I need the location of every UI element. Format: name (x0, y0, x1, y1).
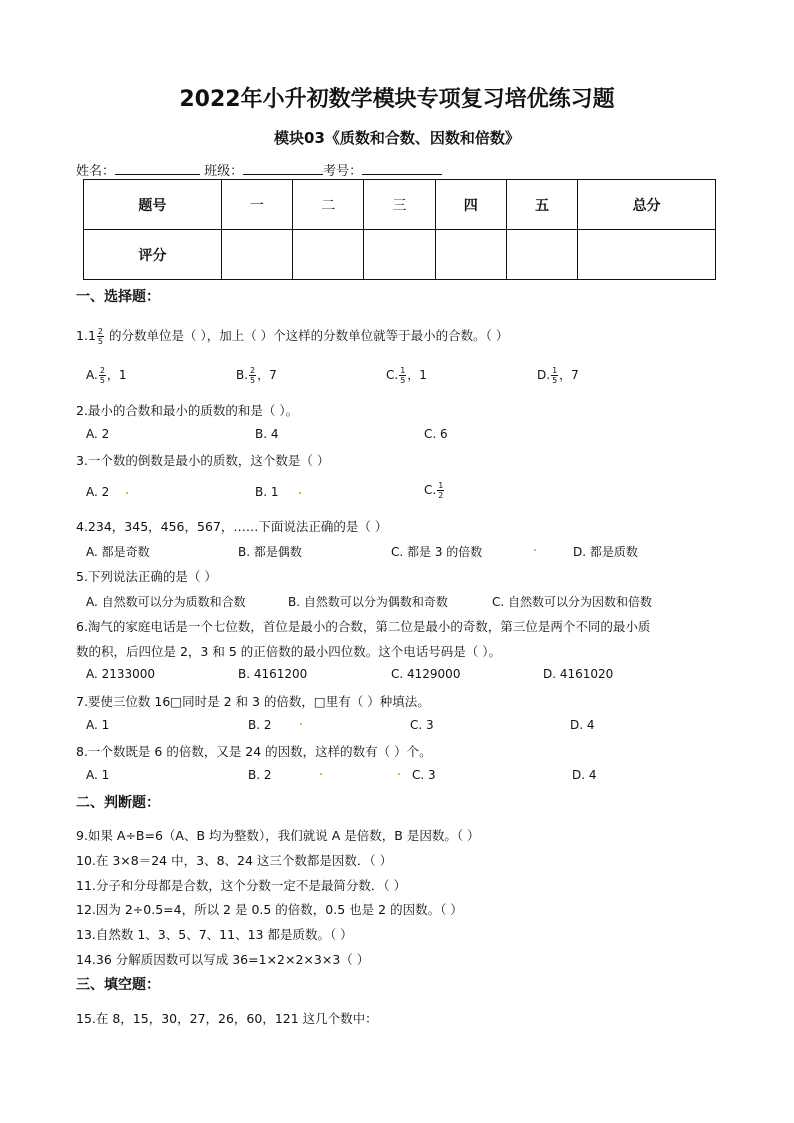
section-heading: 三、填空题： (76, 977, 160, 993)
score-header-cell: 二 (293, 180, 364, 230)
question-8: 8.一个数既是 6 的倍数，又是 24 的因数，这样的数有（ ）个。 (76, 744, 432, 759)
judge-item: 13.自然数 1、3、5、7、11、13 都是质数。（ ） (76, 927, 353, 942)
q5-option-c[interactable]: C. 自然数可以分为因数和倍数 (492, 595, 653, 609)
score-cell[interactable] (435, 230, 506, 280)
q1-fraction (97, 327, 104, 346)
q8-option-c[interactable]: C. 3 (412, 768, 436, 782)
score-header-cell: 五 (506, 180, 577, 230)
score-header-cell: 总分 (578, 180, 716, 230)
score-header-row (84, 180, 716, 230)
q1-option-b[interactable]: B. $\frac{2}{5}$ ，7 (236, 366, 277, 385)
judge-item: 9.如果 A÷B=6（A、B 均为整数），我们就说 A 是倍数，B 是因数。（ ） (76, 828, 480, 843)
q1-frac-den: 5 (97, 337, 103, 346)
judge-item: 10.在 3×8＝24 中，3、8、24 这三个数都是因数．（ ） (76, 853, 393, 868)
score-header-cell: 一 (221, 180, 292, 230)
question-2: 2.最小的合数和最小的质数的和是（ ）。 (76, 403, 299, 418)
q1-option-d[interactable]: D. $\frac{1}{5}$ ，7 (537, 366, 579, 385)
exam-blank (362, 162, 442, 175)
class-label: 班级： (204, 164, 244, 179)
q5-option-a[interactable]: A. 自然数可以分为质数和合数 (86, 595, 246, 609)
q3-option-b[interactable]: B. 1 (255, 485, 279, 499)
q1-whole: 1 (87, 328, 96, 343)
question-7: 7.要使三位数 16□同时是 2 和 3 的倍数，□里有（ ）种填法。 (76, 694, 430, 709)
judge-item: 11.分子和分母都是合数，这个分数一定不是最简分数．（ ） (76, 878, 407, 893)
q2-option-a[interactable]: A. 2 (86, 427, 110, 441)
score-cell[interactable] (364, 230, 435, 280)
q2-option-b[interactable]: B. 4 (255, 427, 279, 441)
q7-option-d[interactable]: D. 4 (570, 718, 595, 732)
score-header-cell: 四 (435, 180, 506, 230)
q2-option-c[interactable]: C. 6 (424, 427, 448, 441)
q7-option-b[interactable]: B. 2 (248, 718, 272, 732)
score-cell[interactable] (293, 230, 364, 280)
question-1 (76, 326, 508, 346)
question-4: 4.234，345，456，567，……下面说法正确的是（ ） (76, 519, 388, 534)
student-info-line (76, 160, 442, 179)
name-blank (115, 162, 200, 175)
q6-option-d[interactable]: D. 4161020 (543, 667, 614, 681)
question-3: 3.一个数的倒数是最小的质数，这个数是（ ） (76, 453, 330, 468)
score-table (83, 179, 716, 280)
score-cell[interactable] (221, 230, 292, 280)
q3-option-a[interactable]: A. 2 (86, 485, 110, 499)
section-heading: 二、判断题： (76, 795, 160, 811)
q8-option-a[interactable]: A. 1 (86, 768, 110, 782)
q4-option-c[interactable]: C. 都是 3 的倍数 (391, 545, 483, 559)
q4-option-d[interactable]: D. 都是质数 (573, 545, 638, 559)
q1-frac-num: 2 (97, 327, 103, 336)
judge-item: 14.36 分解质因数可以写成 36=1×2×2×3×3（ ） (76, 952, 370, 967)
q7-option-c[interactable]: C. 3 (410, 718, 434, 732)
question-15: 15.在 8，15，30，27，26，60，121 这几个数中： (76, 1011, 378, 1026)
q1-option-c[interactable]: C. $\frac{1}{5}$ ，1 (386, 366, 427, 385)
name-label: 姓名： (76, 164, 116, 179)
score-row-label: 评分 (84, 230, 222, 280)
exam-label: 考号： (323, 164, 363, 179)
q8-option-d[interactable]: D. 4 (572, 768, 597, 782)
q8-option-b[interactable]: B. 2 (248, 768, 272, 782)
q6-option-c[interactable]: C. 4129000 (391, 667, 461, 681)
score-header-cell: 三 (364, 180, 435, 230)
question-6-line-2: 数的积，后四位是 2，3 和 5 的正倍数的最小四位数。这个电话号码是（ ）。 (76, 644, 501, 659)
question-6-line-1: 6.淘气的家庭电话是一个七位数，首位是最小的合数，第二位是最小的奇数，第三位是两个不同的最小质 (76, 619, 651, 634)
q4-option-a[interactable]: A. 都是奇数 (86, 545, 150, 559)
q1-number: 1. (76, 328, 88, 343)
q1-text: 的分数单位是（ ），加上（ ）个这样的分数单位就等于最小的合数。（ ） (108, 328, 509, 343)
q6-option-a[interactable]: A. 2133000 (86, 667, 156, 681)
class-blank (243, 162, 323, 175)
score-cell[interactable] (578, 230, 716, 280)
page-title: 2022年小升初数学模块专项复习培优练习题 (179, 87, 615, 112)
score-header-cell: 题号 (84, 180, 222, 230)
q7-option-a[interactable]: A. 1 (86, 718, 110, 732)
q5-option-b[interactable]: B. 自然数可以分为偶数和奇数 (288, 595, 448, 609)
score-row (84, 230, 716, 280)
section-heading: 一、选择题： (76, 289, 160, 305)
judge-item: 12.因为 2÷0.5=4，所以 2 是 0.5 的倍数，0.5 也是 2 的因数。（ ） (76, 902, 463, 917)
q6-option-b[interactable]: B. 4161200 (238, 667, 308, 681)
question-5: 5.下列说法正确的是（ ） (76, 569, 217, 584)
q3-option-c[interactable]: C. $\frac{1}{2}$ (424, 481, 444, 500)
page-subtitle: 模块03《质数和合数、因数和倍数》 (274, 129, 520, 147)
score-cell[interactable] (506, 230, 577, 280)
q1-option-a[interactable]: A. $\frac{2}{5}$ ，1 (86, 366, 127, 385)
q4-option-b[interactable]: B. 都是偶数 (238, 545, 302, 559)
